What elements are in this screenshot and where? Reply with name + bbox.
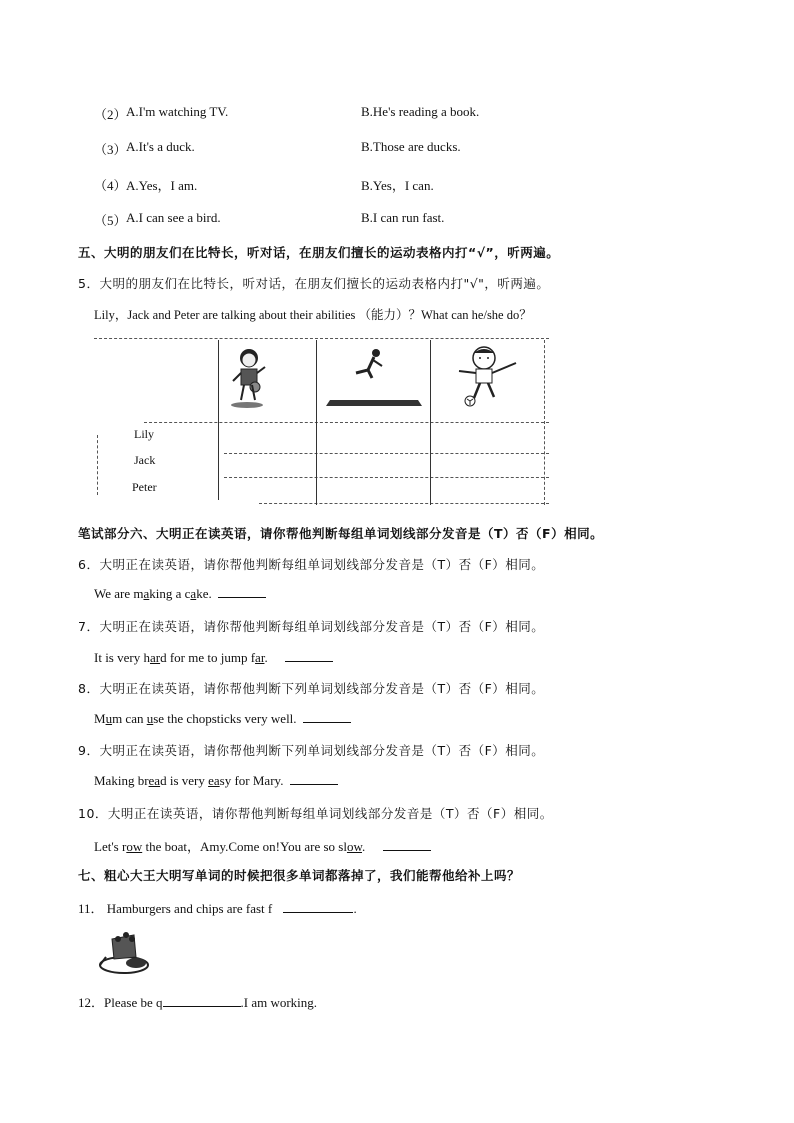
underlined-part: ow bbox=[126, 839, 143, 854]
question-6-stem: 6．大明正在读英语，请你帮他判断每组单词划线部分发音是（T）否（F）相同。 bbox=[78, 557, 545, 572]
question-9-stem: 9．大明正在读英语，请你帮他判断下列单词划线部分发音是（T）否（F）相同。 bbox=[78, 743, 545, 758]
option-b: B.Those are ducks. bbox=[361, 139, 461, 154]
question-text: Hamburgers and chips are fast f bbox=[103, 901, 273, 916]
answer-blank-10[interactable] bbox=[383, 839, 431, 851]
underlined-part: a bbox=[143, 586, 150, 601]
question-5-stem: 5．大明的朋友们在比特长，听对话，在朋友们擅长的运动表格内打"√"，听两遍。 bbox=[78, 276, 550, 291]
underlined-part: ea bbox=[148, 773, 161, 788]
underlined-part: ar bbox=[255, 650, 265, 665]
question-number: 11． bbox=[78, 901, 104, 916]
section-6-heading: 笔试部分六、大明正在读英语，请你帮他判断每组单词划线部分发音是（T）否（F）相同。 bbox=[78, 526, 604, 541]
underlined-part: u bbox=[105, 711, 113, 726]
underlined-part: u bbox=[146, 711, 154, 726]
underlined-part: ea bbox=[208, 773, 220, 788]
underlined-part: ow bbox=[346, 839, 362, 854]
long-jump-icon bbox=[326, 348, 424, 408]
question-8-sentence: Mum can use the chopsticks very well. bbox=[94, 711, 351, 727]
underlined-part: a bbox=[190, 586, 197, 601]
option-a: A.I'm watching TV. bbox=[126, 104, 229, 119]
option-number: （4） bbox=[94, 178, 127, 193]
answer-blank-8[interactable] bbox=[303, 711, 351, 723]
section-5-heading: 五、大明的朋友们在比特长，听对话，在朋友们擅长的运动表格内打“√”，听两遍。 bbox=[78, 245, 560, 260]
question-10-sentence: Let's row the boat，Amy.Come on!You are so slow. bbox=[94, 836, 431, 855]
row-label-peter: Peter bbox=[132, 480, 157, 494]
basketball-icon bbox=[227, 345, 272, 410]
football-icon bbox=[454, 343, 524, 408]
question-9-sentence: Making bread is very easy for Mary. bbox=[94, 773, 338, 789]
question-12: 12．Please be q .I am working. bbox=[78, 995, 318, 1010]
row-label-jack: Jack bbox=[134, 453, 156, 467]
question-7-sentence: It is very hard for me to jump far. bbox=[94, 650, 333, 666]
option-a: A.Yes，I am. bbox=[126, 178, 198, 193]
question-6-sentence: We are making a cake. bbox=[94, 586, 266, 602]
question-10-stem: 10．大明正在读英语，请你帮他判断每组单词划线部分发音是（T）否（F）相同。 bbox=[78, 806, 553, 821]
option-b: B.I can run fast. bbox=[361, 210, 445, 225]
option-a: A.It's a duck. bbox=[126, 139, 195, 154]
answer-blank-6[interactable] bbox=[218, 586, 266, 598]
option-a: A.I can see a bird. bbox=[126, 210, 221, 225]
answer-blank-12[interactable] bbox=[163, 995, 241, 1007]
question-number: 12． bbox=[78, 995, 105, 1010]
row-label-lily: Lily bbox=[134, 427, 154, 441]
question-5-prompt: Lily，Jack and Peter are talking about their abilities （能力）？What can he/she do？ bbox=[94, 308, 532, 322]
answer-blank-7[interactable] bbox=[285, 650, 333, 662]
question-7-stem: 7．大明正在读英语，请你帮他判断每组单词划线部分发音是（T）否（F）相同。 bbox=[78, 619, 545, 634]
option-number: （2） bbox=[94, 107, 127, 122]
option-b: B.Yes，I can. bbox=[361, 178, 434, 193]
fast-food-icon bbox=[96, 925, 152, 977]
option-number: （5） bbox=[94, 213, 127, 228]
question-11: 11． Hamburgers and chips are fast f . bbox=[78, 901, 357, 916]
answer-blank-11[interactable] bbox=[283, 901, 353, 913]
sports-table bbox=[94, 335, 549, 510]
option-b: B.He's reading a book. bbox=[361, 104, 480, 119]
underlined-part: ar bbox=[149, 650, 161, 665]
section-7-heading: 七、粗心大王大明写单词的时候把很多单词都落掉了，我们能帮他给补上吗？ bbox=[78, 868, 521, 883]
option-number: （3） bbox=[94, 142, 127, 157]
question-8-stem: 8．大明正在读英语，请你帮他判断下列单词划线部分发音是（T）否（F）相同。 bbox=[78, 681, 545, 696]
answer-blank-9[interactable] bbox=[290, 773, 338, 785]
